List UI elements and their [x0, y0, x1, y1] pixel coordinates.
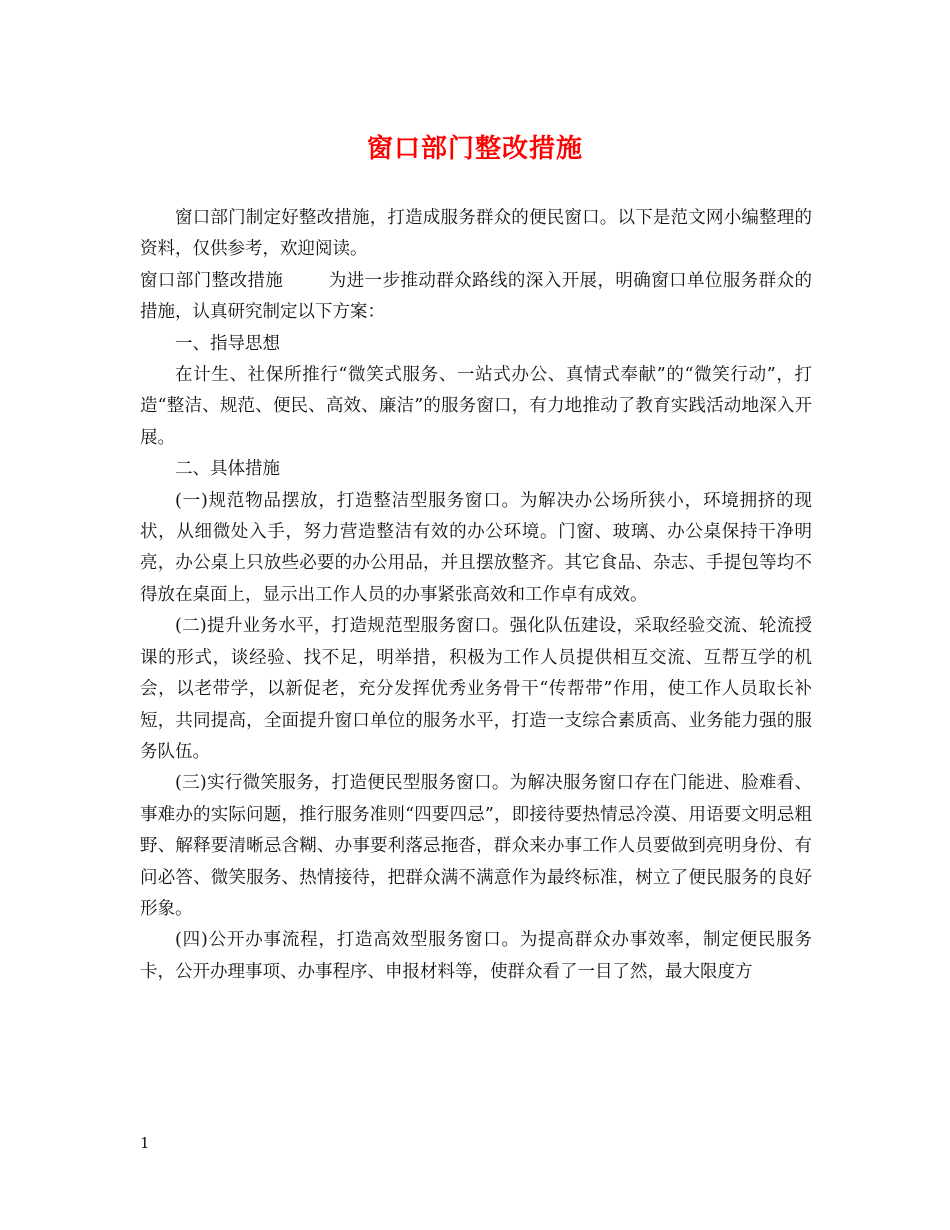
heading-specific-measures: 二、具体措施 [175, 459, 280, 480]
heading-guiding-thought: 一、指导思想 [175, 333, 280, 354]
guiding-thought-paragraph: 在计生、社保所推行“微笑式服务、一站式办公、真情式奉献”的“微笑行动”，打造“整洁、规范、便民、高效、廉洁”的服务窗口，有力地推动了教育实践活动地深入开展。 [140, 365, 812, 448]
measure-4-paragraph: (四)公开办事流程，打造高效型服务窗口。为提高群众办事效率，制定便民服务卡，公开办理事项、办事程序、申报材料等，使群众看了一目了然，最大限度方 [140, 930, 812, 982]
document-title: 窗口部门整改措施 [366, 134, 583, 164]
plan-paragraph [140, 266, 812, 329]
document-body [140, 203, 812, 988]
measure-1-paragraph: (一)规范物品摆放，打造整洁型服务窗口。为解决办公场所狭小，环境拥挤的现状，从细微处入手，努力营造整洁有效的办公环境。门窗、玻璃、办公桌保持干净明亮，办公桌上只放些必要的办公用品，并且摆放整齐。其它食品、杂志、手提包等均不得放在桌面上，显示出工作人员的办事紧张高效和工作卓有成效。 [140, 490, 812, 605]
measure-3-paragraph: (三)实行微笑服务，打造便民型服务窗口。为解决服务窗口存在门能进、脸难看、事难办的实际问题，推行服务准则“四要四忌”，即接待要热情忌冷漠、用语要文明忌粗野、解释要清晰忌含糊、办事要利落忌拖沓，群众来办事工作人员要做到亮明身份、有问必答、微笑服务、热情接待，把群众满不满意作为最终标准，树立了便民服务的良好形象。 [140, 773, 812, 919]
intro-paragraph: 窗口部门制定好整改措施，打造成服务群众的便民窗口。以下是范文网小编整理的资料，仅供参考，欢迎阅读。 [140, 208, 812, 260]
section-label: 窗口部门整改措施 [140, 270, 284, 291]
measure-2-paragraph: (二)提升业务水平，打造规范型服务窗口。强化队伍建设，采取经验交流、轮流授课的形式，谈经验、找不足，明举措，积极为工作人员提供相互交流、互帮互学的机会，以老带学，以新促老，充分发挥优秀业务骨干“传帮带”作用，使工作人员取长补短，共同提高，全面提升窗口单位的服务水平，打造一支综合素质高、业务能力强的服务队伍。 [140, 616, 812, 762]
plan-paragraph-text: 为进一步推动群众路线的深入开展，明确窗口单位服务群众的措施，认真研究制定以下方案： [140, 270, 813, 323]
page-number: 1 [140, 1134, 150, 1152]
